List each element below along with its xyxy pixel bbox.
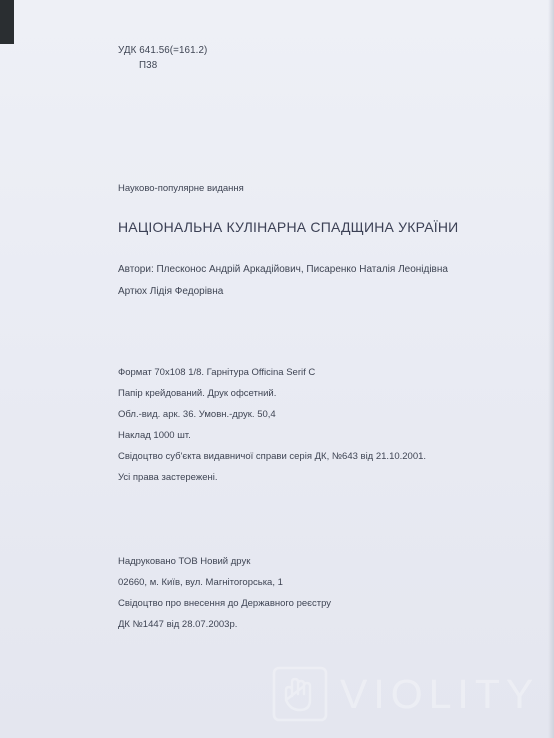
- printer-name: Надруковано ТОВ Новий друк: [118, 556, 251, 567]
- printer-address: 02660, м. Київ, вул. Магнітогорська, 1: [118, 577, 283, 588]
- spec-paper: Папір крейдований. Друк офсетний.: [118, 388, 277, 399]
- page-right-shade: [548, 0, 554, 738]
- udk-code: УДК 641.56(=161.2): [118, 45, 208, 56]
- spec-certificate: Свідоцтво суб'єкта видавничої справи серія ДК, №643 від 21.10.2001.: [118, 451, 427, 462]
- printer-registry-number: ДК №1447 від 28.07.2003р.: [118, 619, 238, 630]
- authors-line-2: Артюх Лідія Федорівна: [118, 286, 224, 297]
- printer-registry: Свідоцтво про внесення до Державного реєстру: [118, 598, 332, 609]
- spec-rights: Усі права застережені.: [118, 472, 218, 483]
- spec-format: Формат 70х108 1/8. Гарнітура Officina Serif C: [118, 367, 316, 378]
- watermark-text: VIOLITY: [340, 670, 540, 717]
- authors-line-1: Автори: Плесконос Андрій Аркадійович, Писаренко Наталія Леонідівна: [118, 264, 448, 275]
- page-edge-shadow: [0, 0, 14, 44]
- library-index: П38: [139, 60, 158, 71]
- watermark: [272, 666, 544, 722]
- spec-print-run: Наклад 1000 шт.: [118, 430, 191, 441]
- spec-sheets: Обл.-вид. арк. 36. Умовн.-друк. 50,4: [118, 409, 276, 420]
- publication-genre: Науково-популярне видання: [118, 183, 244, 194]
- hand-logo-icon: [272, 666, 328, 722]
- book-title: НАЦІОНАЛЬНА КУЛІНАРНА СПАДЩИНА УКРАЇНИ: [118, 219, 459, 235]
